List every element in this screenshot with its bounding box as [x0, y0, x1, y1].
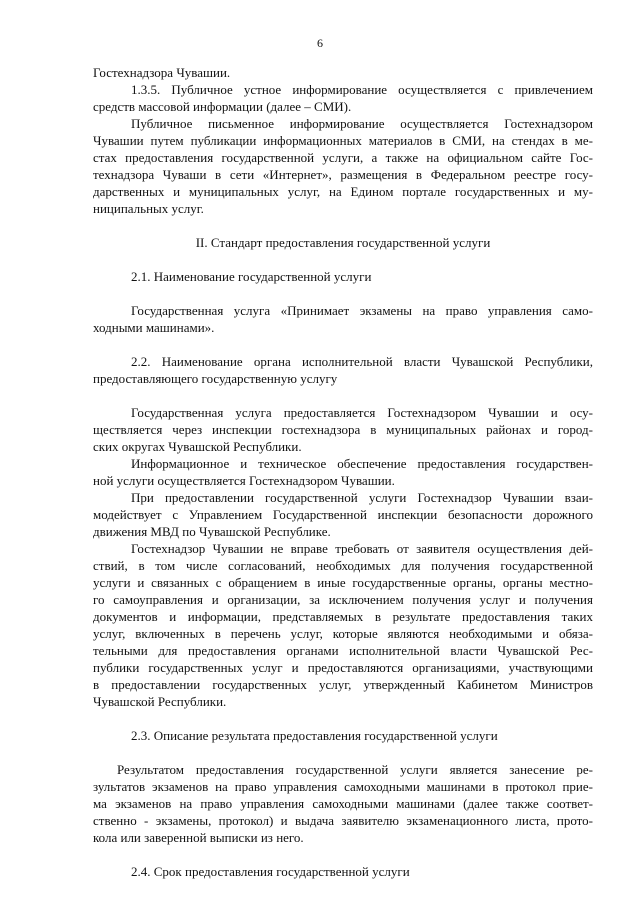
text-line: тельными для предоставления органами исполнительной власти Чувашской Рес- [93, 643, 593, 658]
text-line: в предоставлении государственных услуг, утвержденный Кабинетом Министров [93, 677, 593, 692]
text-line: ходными машинами». [93, 320, 215, 335]
blank-line [93, 251, 593, 268]
text-line: При предоставлении государственной услуги Гостехнадзор Чувашии взаи- [131, 490, 593, 505]
text-line: Результатом предоставления государственной услуги является занесение ре- [117, 762, 593, 777]
blank-line [93, 217, 593, 234]
text-line: публики государственных услуг и предоставляются организациями, участвующими [93, 660, 593, 675]
text-line: технадзора Чуваши в сети «Интернет», размещения в Федеральном реестре госу- [93, 167, 593, 182]
text-line: модействует с Управлением Государственной инспекции безопасности дорожного [93, 507, 593, 522]
text-line: ной услуги осуществляется Гостехнадзором Чувашии. [93, 473, 395, 488]
text-line: Государственная услуга «Принимает экзамены на право управления само- [131, 303, 593, 318]
text-line: Государственная услуга предоставляется Гостехнадзором Чувашии и осу- [131, 405, 593, 420]
text-line: го самоуправления и организации, за исключением получения услуг и получения [93, 592, 593, 607]
section-heading: 2.4. Срок предоставления государственной услуги [131, 864, 410, 879]
text-line: ществляется через инспекции гостехнадзора в муниципальных районах и город- [93, 422, 593, 437]
text-line: 1.3.5. Публичное устное информирование осуществляется с привлечением [131, 82, 593, 97]
section-heading: II. Стандарт предоставления государственной услуги [195, 235, 491, 250]
text-line: ских округах Чувашской Республики. [93, 439, 302, 454]
text-line: ма экзаменов на право управления самоходными машинами (далее также соответ- [93, 796, 593, 811]
text-line: 2.2. Наименование органа исполнительной власти Чувашской Республики, [131, 354, 593, 369]
text-line: документов и информации, представляемых в результате предоставления таких [93, 609, 593, 624]
blank-line [93, 846, 593, 863]
text-line: стах предоставления государственной услуги, а также на официальном сайте Гос- [93, 150, 593, 165]
blank-line [93, 285, 593, 302]
text-line: Гостехнадзора Чувашии. [93, 65, 231, 80]
blank-line [93, 710, 593, 727]
text-line: ственно - экзамены, протокол) и выдача заявителю экзаменационного листа, прото- [93, 813, 593, 828]
text-line: Информационное и техническое обеспечение предоставления государствен- [131, 456, 593, 471]
blank-line [93, 387, 593, 404]
text-line: ниципальных услуг. [93, 201, 204, 216]
text-line: дарственных и муниципальных услуг, на Едином портале государственных и му- [93, 184, 593, 199]
text-line: зультатов экзаменов на право управления самоходными машинами в протокол прие- [93, 779, 593, 794]
section-heading: 2.3. Описание результата предоставления государственной услуги [131, 728, 498, 743]
text-line: предоставляющего государственную услугу [93, 371, 338, 386]
text-line: средств массовой информации (далее – СМИ). [93, 99, 352, 114]
text-line: Гостехнадзор Чувашии не вправе требовать от заявителя осуществления дей- [131, 541, 593, 556]
section-heading: 2.1. Наименование государственной услуги [131, 269, 372, 284]
text-line: движения МВД по Чувашской Республике. [93, 524, 331, 539]
blank-line [93, 336, 593, 353]
document-body [93, 64, 593, 880]
text-line: ствий, в том числе согласований, необходимых для получения государственной [93, 558, 593, 573]
text-line: Чувашии путем публикации информационных материалов в СМИ, на стендах в ме- [93, 133, 593, 148]
text-line: Публичное письменное информирование осуществляется Гостехнадзором [131, 116, 593, 131]
text-line: услуг, включенных в перечень услуг, которые являются необходимыми и обяза- [93, 626, 593, 641]
text-line: Чувашской Республики. [93, 694, 227, 709]
page-number: 6 [317, 36, 323, 50]
text-line: кола или заверенной выписки из него. [93, 830, 304, 845]
blank-line [93, 744, 593, 761]
text-line: услуги и связанных с обращением в иные государственные органы, органы местно- [93, 575, 593, 590]
